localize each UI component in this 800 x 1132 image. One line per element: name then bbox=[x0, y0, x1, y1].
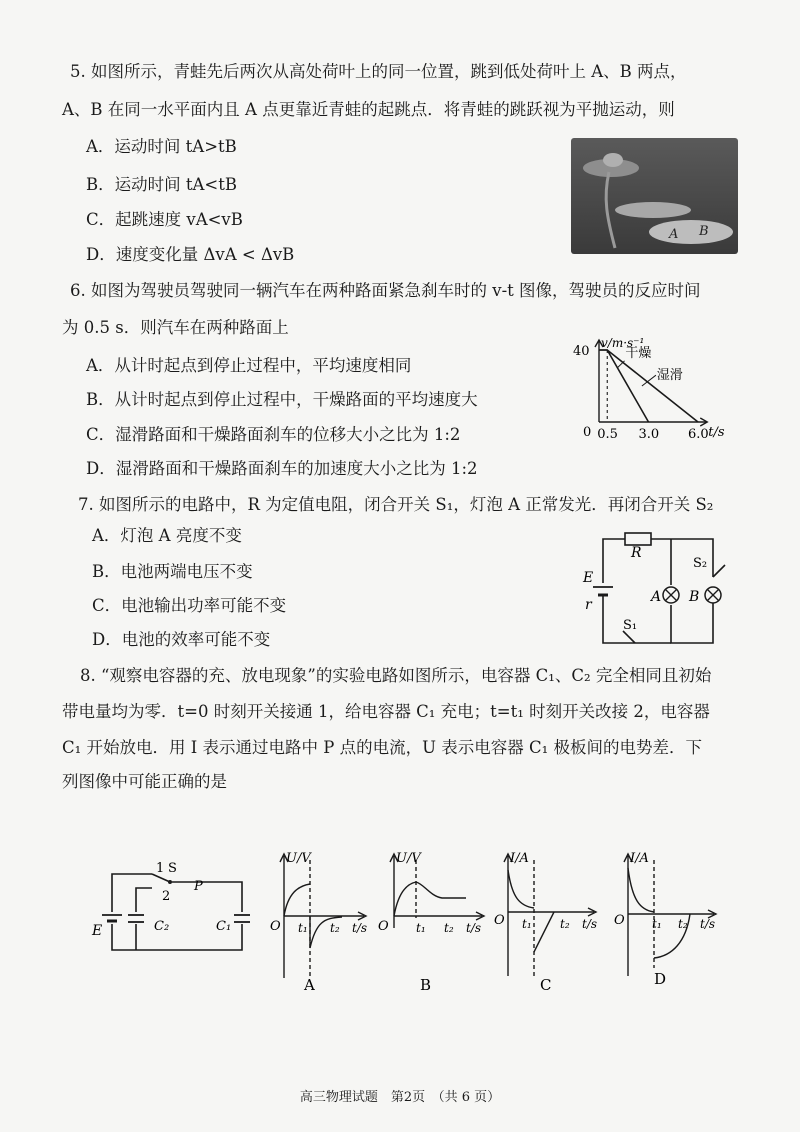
label-c1: C₁ bbox=[216, 919, 232, 934]
graph-a-choice: A bbox=[304, 976, 315, 994]
graph-c-origin: O bbox=[494, 913, 505, 928]
photo-label-a: A bbox=[669, 227, 679, 242]
q6-text bbox=[70, 280, 701, 302]
graph-d-choice: D bbox=[654, 970, 667, 988]
graph-c-choice: C bbox=[540, 976, 552, 994]
photo-label-b: B bbox=[699, 224, 709, 239]
label-s: S bbox=[168, 861, 177, 876]
graph-a-t1: t₁ bbox=[298, 921, 308, 935]
q5-text bbox=[70, 61, 687, 83]
graph-a-charge-curve bbox=[284, 884, 310, 916]
vt-x-tick-3.0: 3.0 bbox=[638, 427, 660, 442]
graph-b-t1: t₁ bbox=[416, 921, 426, 935]
label-2: 2 bbox=[162, 889, 171, 904]
q8-number: 8. bbox=[80, 666, 96, 685]
graph-d-t1: t₁ bbox=[652, 917, 662, 931]
vt-xlabel: t/s bbox=[708, 425, 725, 440]
graph-d-charge-curve bbox=[628, 868, 654, 912]
q8-circuit bbox=[90, 860, 260, 960]
graph-c-ylabel: I/A bbox=[510, 851, 529, 866]
q7-number: 7. bbox=[78, 495, 94, 514]
vt-x-tick-0.5: 0.5 bbox=[597, 427, 618, 442]
label-bulb-b: B bbox=[689, 589, 700, 605]
q6-option-b: B．从计时起点到停止过程中，干燥路面的平均速度大 bbox=[86, 390, 478, 409]
frog-icon bbox=[603, 153, 623, 167]
graph-a-xlabel: t/s bbox=[352, 921, 368, 935]
q5-option-c: C．起跳速度 vA<vB bbox=[86, 210, 243, 229]
q5-option-d: D．速度变化量 ΔvA < ΔvB bbox=[86, 245, 295, 264]
label-r-internal: r bbox=[585, 597, 592, 613]
graph-c-t1: t₁ bbox=[522, 917, 532, 931]
q7-text bbox=[78, 494, 713, 516]
q7-option-b: B．电池两端电压不变 bbox=[92, 562, 253, 581]
frog-lily-pad-photo bbox=[571, 138, 738, 254]
graph-c-discharge-line bbox=[534, 912, 554, 952]
q6-option-c: C．湿滑路面和干燥路面刹车的位移大小之比为 1:2 bbox=[86, 425, 461, 444]
graph-b-origin: O bbox=[378, 919, 389, 934]
label-s1: S₁ bbox=[623, 618, 638, 633]
graph-c-t2: t₂ bbox=[560, 917, 570, 931]
q8-text bbox=[80, 665, 711, 687]
vt-leader-wet bbox=[642, 375, 656, 386]
vt-ylabel: v/m·s⁻¹ bbox=[601, 336, 645, 350]
q5-line-1: 如图所示，青蛙先后两次从高处荷叶上的同一位置，跳到低处荷叶上 A、B 两点， bbox=[91, 62, 687, 81]
q8-graph-a bbox=[264, 848, 384, 998]
graph-d-t2: t₂ bbox=[678, 917, 688, 931]
switch-s2 bbox=[713, 565, 725, 577]
q6-option-d: D．湿滑路面和干燥路面刹车的加速度大小之比为 1:2 bbox=[86, 459, 478, 478]
q8-graph-b bbox=[372, 848, 502, 998]
q8-graph-c bbox=[490, 848, 615, 998]
label-p: P bbox=[194, 879, 203, 894]
graph-b-ylabel: U/V bbox=[396, 851, 421, 866]
node-p bbox=[168, 880, 172, 884]
vt-chart bbox=[565, 330, 765, 450]
q6-line-2: 为 0.5 s．则汽车在两种路面上 bbox=[62, 318, 289, 337]
resistor-r bbox=[625, 533, 651, 545]
graph-d-ylabel: I/A bbox=[630, 851, 649, 866]
label-e: E bbox=[92, 923, 103, 939]
vt-leader-dry bbox=[617, 361, 624, 368]
label-r: R bbox=[631, 545, 642, 561]
label-s2: S₂ bbox=[693, 556, 708, 571]
q8-line-4: 列图像中可能正确的是 bbox=[62, 772, 227, 791]
graph-c-charge-curve bbox=[508, 870, 534, 908]
q6-option-a: A．从计时起点到停止过程中，平均速度相同 bbox=[86, 356, 412, 375]
graph-a-ylabel: U/V bbox=[286, 851, 311, 866]
q7-option-a: A．灯泡 A 亮度不变 bbox=[92, 526, 242, 545]
q5-line-2: A、B 在同一水平面内且 A 点更靠近青蛙的起跳点．将青蛙的跳跃视为平抛运动，则 bbox=[62, 100, 675, 119]
q8-line-3: C₁ 开始放电．用 I 表示通过电路中 P 点的电流，U 表示电容器 C₁ 极板间的电势差．下 bbox=[62, 738, 702, 757]
q5-option-b: B．运动时间 tA<tB bbox=[86, 175, 237, 194]
vt-label-dry: 干燥 bbox=[625, 346, 652, 362]
graph-d-origin: O bbox=[614, 913, 625, 928]
vt-origin: 0 bbox=[583, 425, 592, 440]
graph-a-t2: t₂ bbox=[330, 921, 340, 935]
q5-number: 5. bbox=[70, 62, 86, 81]
graph-b-curve bbox=[394, 882, 466, 916]
bulb-b-icon bbox=[705, 587, 721, 603]
q7-line-1: 如图所示的电路中，R 为定值电阻，闭合开关 S₁，灯泡 A 正常发光．再闭合开关 S₂ bbox=[99, 495, 714, 514]
graph-b-t2: t₂ bbox=[444, 921, 454, 935]
q6-line-1: 如图为驾驶员驾驶同一辆汽车在两种路面紧急刹车时的 v-t 图像，驾驶员的反应时间 bbox=[91, 281, 701, 300]
bulb-a-icon bbox=[663, 587, 679, 603]
vt-label-wet: 湿滑 bbox=[656, 367, 683, 383]
q8-line-2: 带电量均为零．t=0 时刻开关接通 1，给电容器 C₁ 充电；t=t₁ 时刻开关改接 2，电容器 bbox=[62, 702, 710, 721]
q5-option-a: A．运动时间 tA>tB bbox=[86, 137, 237, 156]
graph-a-origin: O bbox=[270, 919, 281, 934]
q7-option-c: C．电池输出功率可能不变 bbox=[92, 596, 287, 615]
label-e: E bbox=[583, 570, 594, 586]
q6-number: 6. bbox=[70, 281, 86, 300]
page-footer: 高三物理试题 第2页 （共 6 页） bbox=[299, 1090, 501, 1105]
graph-d-xlabel: t/s bbox=[700, 917, 716, 931]
vt-x-tick-6.0: 6.0 bbox=[688, 427, 709, 442]
q7-circuit bbox=[575, 527, 740, 657]
label-bulb-a: A bbox=[651, 589, 662, 605]
q8-graph-d bbox=[610, 848, 730, 998]
label-c2: C₂ bbox=[154, 919, 170, 934]
label-1: 1 bbox=[156, 861, 165, 876]
graph-b-xlabel: t/s bbox=[466, 921, 482, 935]
graph-b-choice: B bbox=[420, 976, 432, 994]
q7-option-d: D．电池的效率可能不变 bbox=[92, 630, 271, 649]
vt-y-tick-40: 40 bbox=[573, 344, 590, 359]
graph-c-xlabel: t/s bbox=[582, 917, 598, 931]
q8-line-1: “观察电容器的充、放电现象”的实验电路如图所示，电容器 C₁、C₂ 完全相同且初始 bbox=[101, 666, 712, 685]
